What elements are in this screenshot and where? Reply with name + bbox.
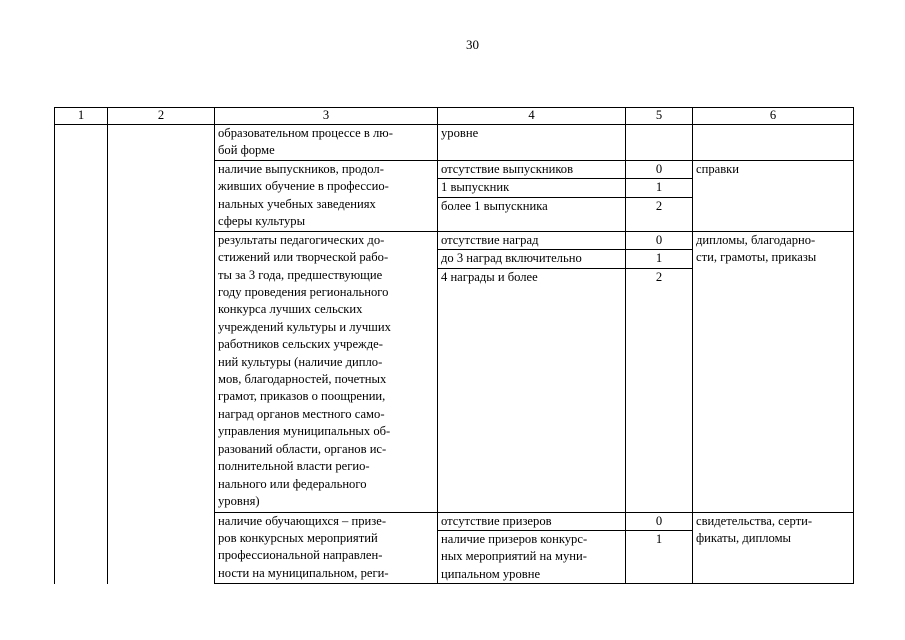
score-cell: 0 xyxy=(626,512,693,530)
score-cell: 2 xyxy=(626,197,693,231)
option-cell: отсутствие выпускников xyxy=(438,161,626,179)
option-cell: до 3 наград включительно xyxy=(438,250,626,268)
documents-cell: дипломы, благодарно- сти, грамоты, приказы xyxy=(693,231,854,512)
criterion-cell: образовательном процессе в лю- бой форме xyxy=(215,125,438,161)
column-header-4: 4 xyxy=(438,108,626,125)
documents-cell: свидетельства, серти- фикаты, дипломы xyxy=(693,512,854,584)
score-cell: 1 xyxy=(626,179,693,197)
criterion-cell: наличие обучающихся – призе- ров конкурсных мероприятий профессиональной направлен- ности на муниципальном, реги- xyxy=(215,512,438,584)
score-cell: 2 xyxy=(626,268,693,512)
table-row xyxy=(55,125,854,161)
score-cell xyxy=(626,125,693,161)
column-header-6: 6 xyxy=(693,108,854,125)
column-2-cell xyxy=(108,125,215,584)
criterion-cell: наличие выпускников, продол- живших обучение в профессио- нальных учебных заведениях сферы культуры xyxy=(215,161,438,232)
option-cell: отсутствие призеров xyxy=(438,512,626,530)
option-cell: более 1 выпускника xyxy=(438,197,626,231)
page-number: 30 xyxy=(466,37,479,52)
column-header-1: 1 xyxy=(55,108,108,125)
criterion-cell: результаты педагогических до- стижений или творческой рабо- ты за 3 года, предшествующие году проведения регионального конкурса лучших сельских учреждений культуры и лучших работников сельских учрежде- ний культуры (наличие дипло- мов, благодарностей, почетных грамот, приказов о поощрении, наград органов местного само- управления муниципальных об- разований области, органов ис- полнительной власти регио- нального или федерального уровня) xyxy=(215,231,438,512)
score-cell: 1 xyxy=(626,250,693,268)
column-header-3: 3 xyxy=(215,108,438,125)
column-1-cell xyxy=(55,125,108,584)
option-cell: уровне xyxy=(438,125,626,161)
score-cell: 0 xyxy=(626,161,693,179)
option-cell: наличие призеров конкурс- ных мероприятий на муни- ципальном уровне xyxy=(438,531,626,584)
option-cell: 1 выпускник xyxy=(438,179,626,197)
column-header-2: 2 xyxy=(108,108,215,125)
score-cell: 1 xyxy=(626,531,693,584)
option-cell: 4 награды и более xyxy=(438,268,626,512)
column-header-5: 5 xyxy=(626,108,693,125)
score-cell: 0 xyxy=(626,231,693,249)
criteria-table xyxy=(54,107,854,584)
option-cell: отсутствие наград xyxy=(438,231,626,249)
table-header-row xyxy=(55,108,854,125)
documents-cell: справки xyxy=(693,161,854,232)
documents-cell xyxy=(693,125,854,161)
